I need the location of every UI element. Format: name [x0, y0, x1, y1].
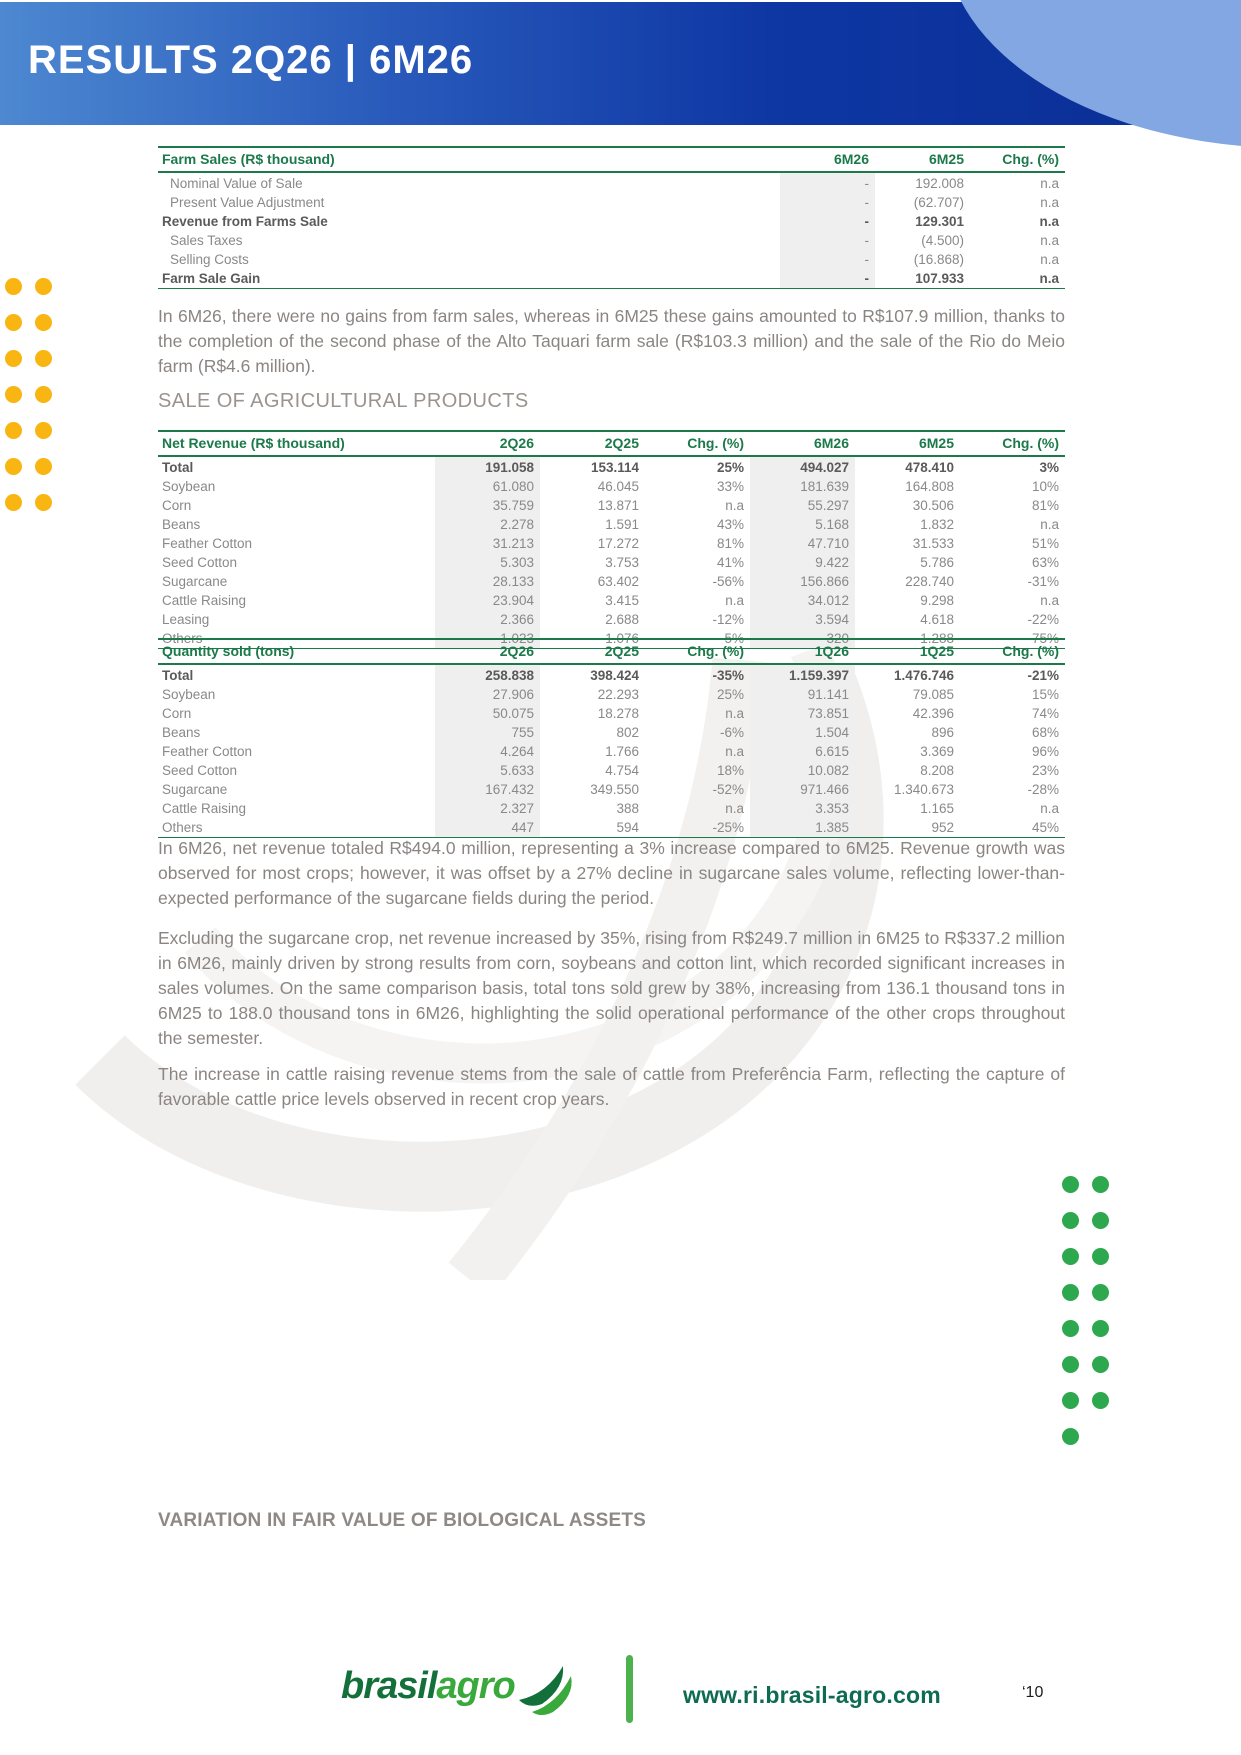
logo-swoosh-icon — [517, 1664, 577, 1718]
column-header: 6M26 — [780, 147, 875, 172]
cell-value: 22.293 — [597, 687, 639, 702]
cell-value: n.a — [1040, 252, 1059, 267]
section-heading-biological-assets: VARIATION IN FAIR VALUE OF BIOLOGICAL ASSETS — [158, 1510, 647, 1531]
cell-value: 41% — [716, 555, 744, 570]
cell-value: -28% — [1027, 782, 1059, 797]
cell-value: (4.500) — [921, 233, 964, 248]
row-label: Selling Costs — [170, 252, 249, 267]
cell-value: - — [780, 231, 875, 250]
cell-value: -21% — [1027, 668, 1059, 683]
cell-value: 398.424 — [590, 668, 639, 683]
cell-value: - — [780, 193, 875, 212]
cell-value: 81% — [716, 536, 744, 551]
cell-value: 971.466 — [750, 780, 855, 799]
row-label: Corn — [162, 706, 192, 721]
cell-value: 23% — [1031, 763, 1059, 778]
cell-value: 4.264 — [435, 742, 540, 761]
cell-value: 447 — [435, 818, 540, 838]
cell-value: 10.082 — [750, 761, 855, 780]
column-header: Chg. (%) — [960, 639, 1065, 664]
table-row — [158, 172, 1065, 193]
column-header: 1Q25 — [855, 639, 960, 664]
cell-value: 45% — [960, 818, 1065, 838]
cell-value: 50.075 — [435, 704, 540, 723]
cell-value: 5.786 — [920, 555, 954, 570]
row-label: Nominal Value of Sale — [170, 176, 303, 191]
cell-value: 191.058 — [435, 456, 540, 477]
cell-value: 43% — [716, 517, 744, 532]
cell-value: 3.415 — [605, 593, 639, 608]
cell-value: 755 — [435, 723, 540, 742]
cell-value: n.a — [1040, 195, 1059, 210]
cell-value: 9.298 — [920, 593, 954, 608]
cell-value: 23.904 — [435, 591, 540, 610]
column-header: 6M25 — [855, 431, 960, 456]
cell-value: -22% — [1027, 612, 1059, 627]
cell-value: 3.353 — [750, 799, 855, 818]
cell-value: n.a — [725, 593, 744, 608]
table-row — [158, 515, 1065, 534]
table-row — [158, 456, 1065, 477]
cell-value: 1.832 — [920, 517, 954, 532]
cell-value: 388 — [616, 801, 639, 816]
row-label: Corn — [162, 498, 192, 513]
cell-value: n.a — [1039, 214, 1059, 229]
logo-text-brasil: brasil — [341, 1665, 437, 1707]
cell-value: 594 — [540, 818, 645, 838]
cell-value: 3.753 — [605, 555, 639, 570]
row-label: Feather Cotton — [162, 536, 253, 551]
cell-value: 9.422 — [750, 553, 855, 572]
cell-value: 156.866 — [750, 572, 855, 591]
cell-value: 2.688 — [605, 612, 639, 627]
cell-value: 47.710 — [750, 534, 855, 553]
cell-value: 1.766 — [605, 744, 639, 759]
column-header: 2Q26 — [435, 639, 540, 664]
row-label: Others — [158, 629, 435, 649]
cell-value: 15% — [1031, 687, 1059, 702]
table-row — [158, 212, 1065, 231]
cell-value: 31.213 — [435, 534, 540, 553]
table-header-row — [158, 431, 1065, 456]
paragraph-excluding-sugarcane: Excluding the sugarcane crop, net revenue increased by 35%, rising from R$249.7 million in 6M25 to R$337.2 million in 6M26, mainly driven by strong results from corn, soybeans and cotton lint, which recorded significant increases in sales volumes. On the same comparison basis, total tons sold grew by 38%, increasing from 136.1 thousand tons in 6M25 to 188.0 thousand tons in 6M26, highlighting the solid operational performance of the other crops throughout the semester. — [158, 928, 1065, 1048]
cell-value: 4.754 — [605, 763, 639, 778]
cell-value: 81% — [1031, 498, 1059, 513]
row-label: Leasing — [162, 612, 210, 627]
cell-value: 164.808 — [905, 479, 954, 494]
table-row — [158, 780, 1065, 799]
row-label: Sugarcane — [162, 782, 228, 797]
row-label: Farm Sale Gain — [158, 269, 780, 289]
cell-value: (16.868) — [913, 252, 964, 267]
row-label: Total — [162, 460, 194, 475]
table-row — [158, 664, 1065, 685]
cell-value: 6.615 — [750, 742, 855, 761]
cell-value: 1.165 — [920, 801, 954, 816]
cell-value: 25% — [716, 460, 744, 475]
column-header: 1Q26 — [750, 639, 855, 664]
row-label: Soybean — [162, 687, 216, 702]
cell-value: -6% — [719, 725, 744, 740]
cell-value: 42.396 — [912, 706, 954, 721]
cell-value: 30.506 — [912, 498, 954, 513]
cell-value: -56% — [712, 574, 744, 589]
table-header-row — [158, 639, 1065, 664]
cell-value: -31% — [1027, 574, 1059, 589]
cell-value: 96% — [1031, 744, 1059, 759]
table-header-row — [158, 147, 1065, 172]
cell-value: 3.594 — [750, 610, 855, 629]
cell-value: 35.759 — [435, 496, 540, 515]
cell-value: 1.340.673 — [893, 782, 954, 797]
cell-value: 167.432 — [435, 780, 540, 799]
cell-value: n.a — [1040, 593, 1059, 608]
cell-value: 153.114 — [590, 460, 639, 475]
table-row — [158, 193, 1065, 212]
cell-value: 320 — [750, 629, 855, 649]
row-label: Cattle Raising — [162, 801, 247, 816]
table-title: Net Revenue (R$ thousand) — [158, 431, 435, 456]
cell-value: - — [780, 172, 875, 193]
cell-value: 1.288 — [855, 629, 960, 649]
net-revenue-table — [158, 430, 1065, 649]
column-header: 2Q26 — [435, 431, 540, 456]
cell-value: (62.707) — [913, 195, 964, 210]
cell-value: 258.838 — [435, 664, 540, 685]
column-header: Chg. (%) — [960, 431, 1065, 456]
table-row — [158, 723, 1065, 742]
row-label: Present Value Adjustment — [170, 195, 325, 210]
cell-value: 5.303 — [435, 553, 540, 572]
row-label: Seed Cotton — [162, 763, 238, 778]
cell-value: 802 — [616, 725, 639, 740]
table-row — [158, 534, 1065, 553]
farm-sales-table — [158, 146, 1065, 289]
column-header: Chg. (%) — [970, 147, 1065, 172]
cell-value: 10% — [1031, 479, 1059, 494]
table-title: Farm Sales (R$ thousand) — [158, 147, 780, 172]
cell-value: 952 — [855, 818, 960, 838]
cell-value: 34.012 — [750, 591, 855, 610]
cell-value: 478.410 — [905, 460, 954, 475]
cell-value: 2.327 — [435, 799, 540, 818]
cell-value: n.a — [1040, 517, 1059, 532]
section-heading-agricultural-products: SALE OF AGRICULTURAL PRODUCTS — [158, 390, 529, 412]
column-header: 2Q25 — [540, 639, 645, 664]
column-header: 6M25 — [875, 147, 970, 172]
cell-value: n.a — [725, 744, 744, 759]
cell-value: 25% — [716, 687, 744, 702]
row-label: Cattle Raising — [162, 593, 247, 608]
row-label: Others — [158, 818, 435, 838]
cell-value: 896 — [931, 725, 954, 740]
cell-value: -35% — [712, 668, 744, 683]
footer-divider — [626, 1655, 633, 1723]
cell-value: 129.301 — [915, 214, 964, 229]
cell-value: 17.272 — [597, 536, 639, 551]
page-title: RESULTS 2Q26 | 6M26 — [28, 38, 474, 82]
row-label: Beans — [162, 725, 201, 740]
cell-value: 74% — [1031, 706, 1059, 721]
cell-value: n.a — [1040, 801, 1059, 816]
cell-value: 1.476.746 — [893, 668, 954, 683]
cell-value: 228.740 — [905, 574, 954, 589]
cell-value: 68% — [1031, 725, 1059, 740]
cell-value: n.a — [725, 801, 744, 816]
column-header: Chg. (%) — [645, 639, 750, 664]
row-label: Seed Cotton — [162, 555, 238, 570]
row-label: Sugarcane — [162, 574, 228, 589]
cell-value: -52% — [712, 782, 744, 797]
table-row — [158, 818, 1065, 838]
table-row — [158, 477, 1065, 496]
cell-value: n.a — [970, 269, 1065, 289]
table-row — [158, 591, 1065, 610]
cell-value: 91.141 — [750, 685, 855, 704]
cell-value: 5.633 — [435, 761, 540, 780]
cell-value: 1.504 — [750, 723, 855, 742]
cell-value: 8.208 — [920, 763, 954, 778]
cell-value: - — [780, 250, 875, 269]
cell-value: -12% — [712, 612, 744, 627]
cell-value: - — [780, 212, 875, 231]
cell-value: 181.639 — [750, 477, 855, 496]
table-row — [158, 761, 1065, 780]
footer-url[interactable]: www.ri.brasil-agro.com — [683, 1682, 941, 1708]
cell-value: 3% — [1039, 460, 1059, 475]
cell-value: 63% — [1031, 555, 1059, 570]
row-label: Revenue from Farms Sale — [162, 214, 328, 229]
cell-value: n.a — [1040, 233, 1059, 248]
cell-value: 18% — [716, 763, 744, 778]
cell-value: 1.076 — [540, 629, 645, 649]
row-label: Sales Taxes — [170, 233, 243, 248]
cell-value: -25% — [645, 818, 750, 838]
cell-value: 27.906 — [435, 685, 540, 704]
cell-value: 192.008 — [915, 176, 964, 191]
table-row — [158, 610, 1065, 629]
cell-value: 1.385 — [750, 818, 855, 838]
table-row — [158, 742, 1065, 761]
table-title: Quantity sold (tons) — [158, 639, 435, 664]
cell-value: 79.085 — [912, 687, 954, 702]
paragraph-farm-sales: In 6M26, there were no gains from farm sales, whereas in 6M25 these gains amounted to R$107.9 million, thanks to the completion of the second phase of the Alto Taquari farm sale (R$103.3 million) and the sale of the Rio do Meio farm (R$4.6 million). — [158, 306, 1065, 376]
cell-value: 1.159.397 — [750, 664, 855, 685]
quantity-sold-table — [158, 638, 1065, 838]
cell-value: 5.168 — [750, 515, 855, 534]
cell-value: 63.402 — [597, 574, 639, 589]
cell-value: 28.133 — [435, 572, 540, 591]
table-row — [158, 269, 1065, 289]
table-row — [158, 553, 1065, 572]
row-label: Soybean — [162, 479, 216, 494]
row-label: Total — [162, 668, 194, 683]
table-row — [158, 704, 1065, 723]
cell-value: 31.533 — [912, 536, 954, 551]
cell-value: 494.027 — [750, 456, 855, 477]
cell-value: 349.550 — [590, 782, 639, 797]
cell-value: - — [780, 269, 875, 289]
cell-value: n.a — [725, 498, 744, 513]
paragraph-net-revenue: In 6M26, net revenue totaled R$494.0 million, representing a 3% increase compared to 6M25. Revenue growth was observed for most crops; however, it was offset by a 27% decline in sugarcane sales volume, reflecting lower-than-expected performance of the sugarcane fields during the period. — [158, 838, 1065, 908]
cell-value: -5% — [645, 629, 750, 649]
cell-value: 2.278 — [435, 515, 540, 534]
table-row — [158, 250, 1065, 269]
logo-text-agro: agro — [436, 1665, 515, 1707]
page-number: ‘10 — [1022, 1684, 1044, 1701]
cell-value: 2.366 — [435, 610, 540, 629]
cell-value: 46.045 — [597, 479, 639, 494]
table-row — [158, 685, 1065, 704]
table-row — [158, 231, 1065, 250]
cell-value: 51% — [1031, 536, 1059, 551]
paragraph-cattle-raising: The increase in cattle raising revenue stems from the sale of cattle from Preferência Farm, reflecting the capture of favorable cattle price levels observed in recent crop years. — [158, 1064, 1065, 1109]
cell-value: 33% — [716, 479, 744, 494]
cell-value: 1.591 — [605, 517, 639, 532]
cell-value: 61.080 — [435, 477, 540, 496]
table-row — [158, 496, 1065, 515]
cell-value: 18.278 — [597, 706, 639, 721]
cell-value: 13.871 — [597, 498, 639, 513]
row-label: Feather Cotton — [162, 744, 253, 759]
cell-value: n.a — [725, 706, 744, 721]
table-row — [158, 799, 1065, 818]
column-header: Chg. (%) — [645, 431, 750, 456]
cell-value: 3.369 — [920, 744, 954, 759]
cell-value: 4.618 — [920, 612, 954, 627]
cell-value: 55.297 — [750, 496, 855, 515]
column-header: 6M26 — [750, 431, 855, 456]
cell-value: -75% — [960, 629, 1065, 649]
brasilagro-logo — [341, 1662, 577, 1718]
cell-value: n.a — [1040, 176, 1059, 191]
cell-value: 1.023 — [435, 629, 540, 649]
column-header: 2Q25 — [540, 431, 645, 456]
table-row — [158, 572, 1065, 591]
row-label: Beans — [162, 517, 201, 532]
cell-value: 73.851 — [750, 704, 855, 723]
cell-value: 107.933 — [875, 269, 970, 289]
